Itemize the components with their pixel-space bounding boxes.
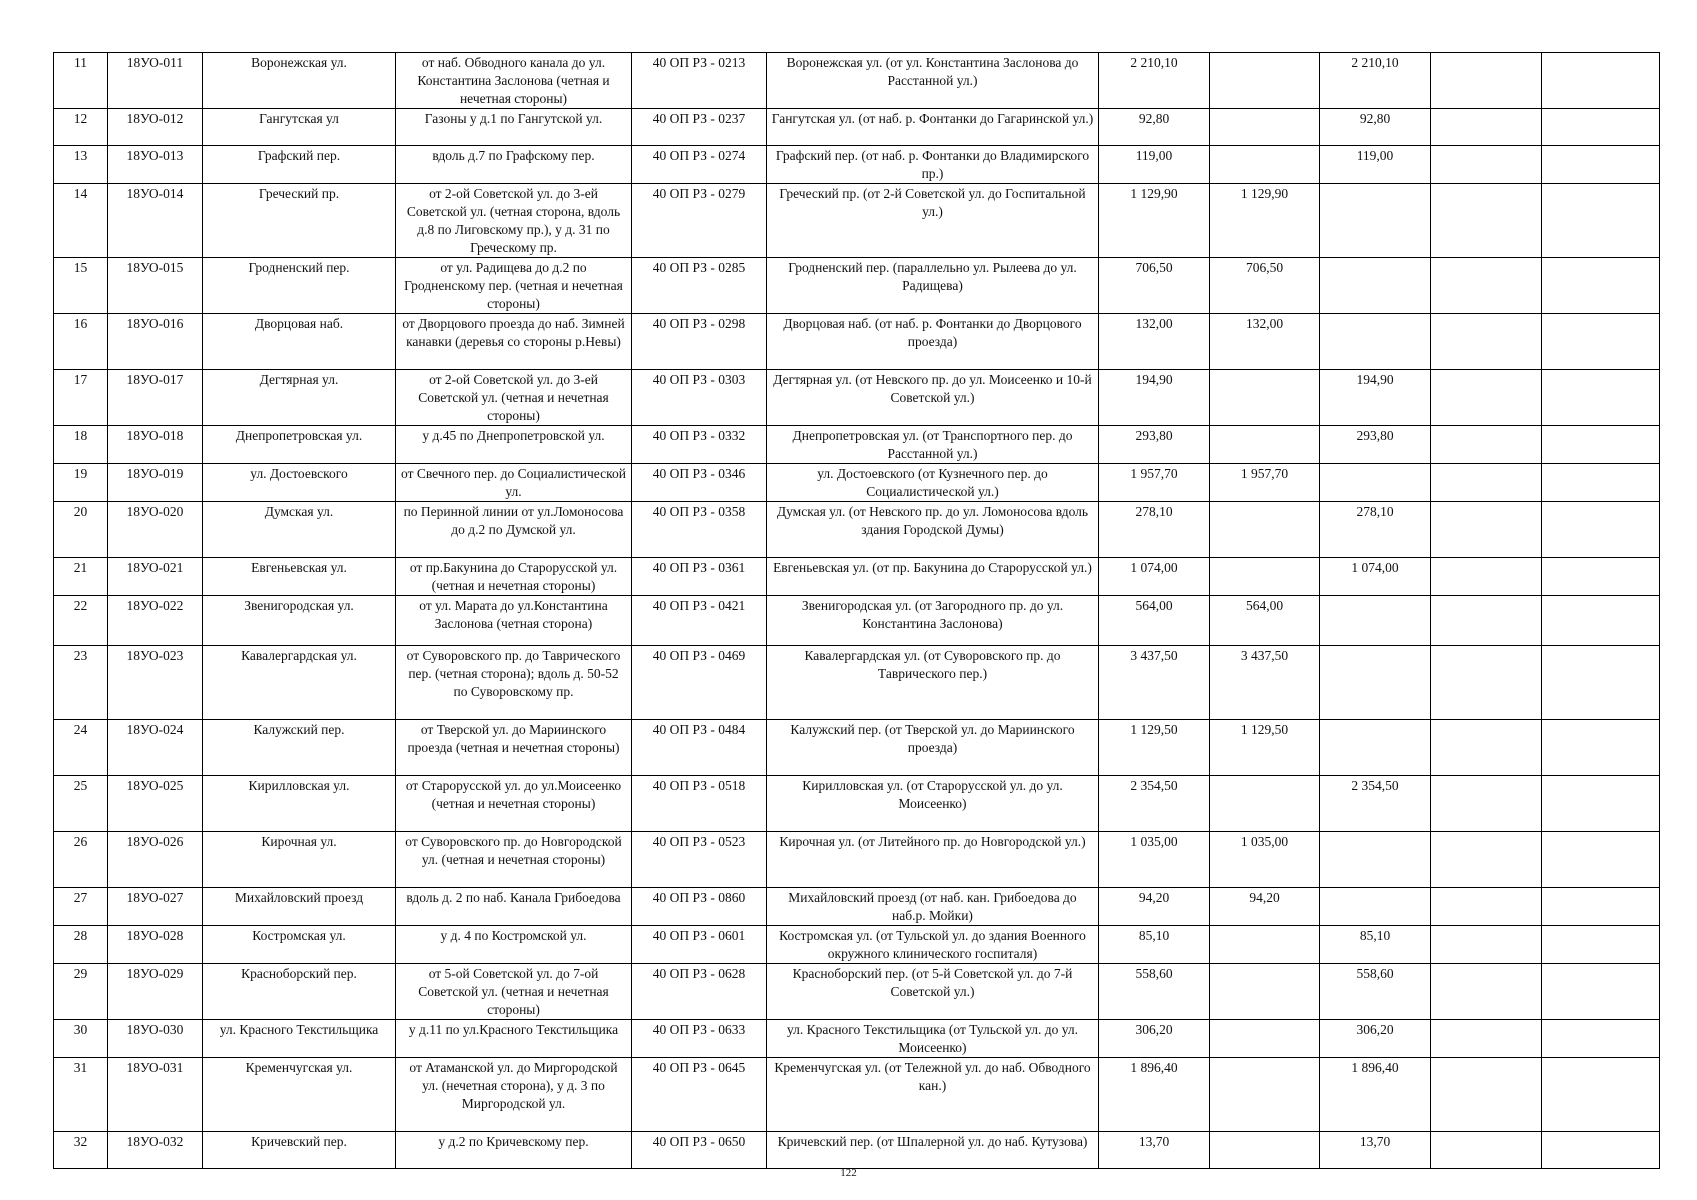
table-row bbox=[54, 258, 1660, 314]
row-number-cell: 19 bbox=[54, 464, 108, 502]
row-number-cell: 25 bbox=[54, 776, 108, 832]
street-cell: Евгеньевская ул. bbox=[203, 558, 396, 596]
page-number: 122 bbox=[840, 1167, 857, 1179]
road-description-cell: Кричевский пер. (от Шпалерной ул. до наб. Кутузова) bbox=[767, 1132, 1099, 1169]
total-area-cell: 194,90 bbox=[1099, 370, 1210, 426]
area-column-9-cell: 306,20 bbox=[1320, 1020, 1431, 1058]
code-cell: 18УО-020 bbox=[108, 502, 203, 558]
area-column-11-cell bbox=[1542, 1132, 1660, 1169]
area-column-9-cell: 2 354,50 bbox=[1320, 776, 1431, 832]
road-description-cell: Гродненский пер. (параллельно ул. Рылеева до ул. Радищева) bbox=[767, 258, 1099, 314]
road-id-cell: 40 ОП РЗ - 0421 bbox=[632, 596, 767, 646]
road-description-cell: Дворцовая наб. (от наб. р. Фонтанки до Дворцового проезда) bbox=[767, 314, 1099, 370]
area-column-10-cell bbox=[1431, 646, 1542, 720]
street-cell: Кричевский пер. bbox=[203, 1132, 396, 1169]
area-column-9-cell: 13,70 bbox=[1320, 1132, 1431, 1169]
code-cell: 18УО-017 bbox=[108, 370, 203, 426]
area-column-11-cell bbox=[1542, 832, 1660, 888]
road-id-cell: 40 ОП РЗ - 0523 bbox=[632, 832, 767, 888]
total-area-cell: 564,00 bbox=[1099, 596, 1210, 646]
row-number-cell: 31 bbox=[54, 1058, 108, 1132]
area-column-10-cell bbox=[1431, 720, 1542, 776]
table-row bbox=[54, 926, 1660, 964]
table-row bbox=[54, 1020, 1660, 1058]
code-cell: 18УО-026 bbox=[108, 832, 203, 888]
location-cell: от 2-ой Советской ул. до 3-ей Советской ул. (четная сторона, вдоль д.8 по Лиговскому пр.), у д. 31 по Греческому пр. bbox=[396, 184, 632, 258]
area-column-11-cell bbox=[1542, 109, 1660, 146]
road-description-cell: Греческий пр. (от 2-й Советской ул. до Госпитальной ул.) bbox=[767, 184, 1099, 258]
road-description-cell: Евгеньевская ул. (от пр. Бакунина до Старорусской ул.) bbox=[767, 558, 1099, 596]
code-cell: 18УО-023 bbox=[108, 646, 203, 720]
area-column-9-cell bbox=[1320, 832, 1431, 888]
location-cell: у д. 4 по Костромской ул. bbox=[396, 926, 632, 964]
road-description-cell: Графский пер. (от наб. р. Фонтанки до Владимирского пр.) bbox=[767, 146, 1099, 184]
table-row bbox=[54, 596, 1660, 646]
area-column-11-cell bbox=[1542, 184, 1660, 258]
location-cell: от Суворовского пр. до Новгородской ул. (четная и нечетная стороны) bbox=[396, 832, 632, 888]
area-column-10-cell bbox=[1431, 888, 1542, 926]
row-number-cell: 29 bbox=[54, 964, 108, 1020]
road-description-cell: Кременчугская ул. (от Тележной ул. до наб. Обводного кан.) bbox=[767, 1058, 1099, 1132]
code-cell: 18УО-029 bbox=[108, 964, 203, 1020]
location-cell: от Дворцового проезда до наб. Зимней канавки (деревья со стороны р.Невы) bbox=[396, 314, 632, 370]
code-cell: 18УО-032 bbox=[108, 1132, 203, 1169]
street-cell: Кирилловская ул. bbox=[203, 776, 396, 832]
area-column-9-cell bbox=[1320, 720, 1431, 776]
road-description-cell: Гангутская ул. (от наб. р. Фонтанки до Гагаринской ул.) bbox=[767, 109, 1099, 146]
code-cell: 18УО-028 bbox=[108, 926, 203, 964]
street-cell: Гродненский пер. bbox=[203, 258, 396, 314]
table-row bbox=[54, 558, 1660, 596]
street-cell: ул. Красного Текстильщика bbox=[203, 1020, 396, 1058]
road-description-cell: ул. Красного Текстильщика (от Тульской ул. до ул. Моисеенко) bbox=[767, 1020, 1099, 1058]
area-column-10-cell bbox=[1431, 596, 1542, 646]
area-column-8-cell bbox=[1210, 370, 1320, 426]
location-cell: от Тверской ул. до Мариинского проезда (четная и нечетная стороны) bbox=[396, 720, 632, 776]
area-column-9-cell: 558,60 bbox=[1320, 964, 1431, 1020]
area-column-11-cell bbox=[1542, 370, 1660, 426]
location-cell: вдоль д. 2 по наб. Канала Грибоедова bbox=[396, 888, 632, 926]
area-column-11-cell bbox=[1542, 258, 1660, 314]
area-column-9-cell: 1 074,00 bbox=[1320, 558, 1431, 596]
road-description-cell: Кирочная ул. (от Литейного пр. до Новгородской ул.) bbox=[767, 832, 1099, 888]
row-number-cell: 14 bbox=[54, 184, 108, 258]
location-cell: у д.11 по ул.Красного Текстильщика bbox=[396, 1020, 632, 1058]
road-id-cell: 40 ОП РЗ - 0469 bbox=[632, 646, 767, 720]
area-column-10-cell bbox=[1431, 53, 1542, 109]
total-area-cell: 306,20 bbox=[1099, 1020, 1210, 1058]
area-column-9-cell bbox=[1320, 314, 1431, 370]
street-cell: ул. Достоевского bbox=[203, 464, 396, 502]
area-column-8-cell bbox=[1210, 1020, 1320, 1058]
road-id-cell: 40 ОП РЗ - 0279 bbox=[632, 184, 767, 258]
table-row bbox=[54, 720, 1660, 776]
total-area-cell: 1 074,00 bbox=[1099, 558, 1210, 596]
road-id-cell: 40 ОП РЗ - 0860 bbox=[632, 888, 767, 926]
area-column-9-cell bbox=[1320, 596, 1431, 646]
area-column-8-cell: 564,00 bbox=[1210, 596, 1320, 646]
row-number-cell: 18 bbox=[54, 426, 108, 464]
row-number-cell: 15 bbox=[54, 258, 108, 314]
area-column-11-cell bbox=[1542, 596, 1660, 646]
area-column-11-cell bbox=[1542, 888, 1660, 926]
area-column-10-cell bbox=[1431, 184, 1542, 258]
road-description-cell: Михайловский проезд (от наб. кан. Грибоедова до наб.р. Мойки) bbox=[767, 888, 1099, 926]
location-cell: от ул. Марата до ул.Константина Заслонова (четная сторона) bbox=[396, 596, 632, 646]
area-column-10-cell bbox=[1431, 146, 1542, 184]
table-row bbox=[54, 776, 1660, 832]
area-column-10-cell bbox=[1431, 1020, 1542, 1058]
table-row bbox=[54, 370, 1660, 426]
area-column-8-cell: 3 437,50 bbox=[1210, 646, 1320, 720]
area-column-8-cell bbox=[1210, 426, 1320, 464]
road-id-cell: 40 ОП РЗ - 0346 bbox=[632, 464, 767, 502]
code-cell: 18УО-019 bbox=[108, 464, 203, 502]
area-column-10-cell bbox=[1431, 832, 1542, 888]
location-cell: у д.2 по Кричевскому пер. bbox=[396, 1132, 632, 1169]
area-column-11-cell bbox=[1542, 1020, 1660, 1058]
table-row bbox=[54, 464, 1660, 502]
total-area-cell: 278,10 bbox=[1099, 502, 1210, 558]
road-description-cell: Днепропетровская ул. (от Транспортного пер. до Расстанной ул.) bbox=[767, 426, 1099, 464]
table-row bbox=[54, 314, 1660, 370]
row-number-cell: 28 bbox=[54, 926, 108, 964]
road-id-cell: 40 ОП РЗ - 0298 bbox=[632, 314, 767, 370]
total-area-cell: 13,70 bbox=[1099, 1132, 1210, 1169]
road-id-cell: 40 ОП РЗ - 0237 bbox=[632, 109, 767, 146]
area-column-10-cell bbox=[1431, 964, 1542, 1020]
area-column-10-cell bbox=[1431, 558, 1542, 596]
table-row bbox=[54, 109, 1660, 146]
road-description-cell: ул. Достоевского (от Кузнечного пер. до Социалистической ул.) bbox=[767, 464, 1099, 502]
area-column-8-cell bbox=[1210, 558, 1320, 596]
road-id-cell: 40 ОП РЗ - 0601 bbox=[632, 926, 767, 964]
road-id-cell: 40 ОП РЗ - 0332 bbox=[632, 426, 767, 464]
table-row bbox=[54, 646, 1660, 720]
area-column-11-cell bbox=[1542, 314, 1660, 370]
area-column-11-cell bbox=[1542, 502, 1660, 558]
location-cell: по Перинной линии от ул.Ломоносова до д.2 по Думской ул. bbox=[396, 502, 632, 558]
row-number-cell: 20 bbox=[54, 502, 108, 558]
street-cell: Днепропетровская ул. bbox=[203, 426, 396, 464]
area-column-9-cell: 92,80 bbox=[1320, 109, 1431, 146]
code-cell: 18УО-031 bbox=[108, 1058, 203, 1132]
road-description-cell: Калужский пер. (от Тверской ул. до Мариинского проезда) bbox=[767, 720, 1099, 776]
table-row bbox=[54, 888, 1660, 926]
table-row bbox=[54, 146, 1660, 184]
road-description-cell: Звенигородская ул. (от Загородного пр. до ул. Константина Заслонова) bbox=[767, 596, 1099, 646]
area-column-8-cell: 1 129,50 bbox=[1210, 720, 1320, 776]
street-cell: Дегтярная ул. bbox=[203, 370, 396, 426]
table-row bbox=[54, 964, 1660, 1020]
street-cell: Костромская ул. bbox=[203, 926, 396, 964]
location-cell: от Атаманской ул. до Миргородской ул. (нечетная сторона), у д. 3 по Миргородской ул. bbox=[396, 1058, 632, 1132]
area-column-8-cell: 94,20 bbox=[1210, 888, 1320, 926]
row-number-cell: 30 bbox=[54, 1020, 108, 1058]
location-cell: от ул. Радищева до д.2 по Гродненскому пер. (четная и нечетная стороны) bbox=[396, 258, 632, 314]
street-cell: Дворцовая наб. bbox=[203, 314, 396, 370]
road-id-cell: 40 ОП РЗ - 0484 bbox=[632, 720, 767, 776]
area-column-9-cell: 2 210,10 bbox=[1320, 53, 1431, 109]
road-id-cell: 40 ОП РЗ - 0628 bbox=[632, 964, 767, 1020]
row-number-cell: 16 bbox=[54, 314, 108, 370]
street-cell: Кавалергардская ул. bbox=[203, 646, 396, 720]
area-column-10-cell bbox=[1431, 109, 1542, 146]
row-number-cell: 24 bbox=[54, 720, 108, 776]
row-number-cell: 26 bbox=[54, 832, 108, 888]
total-area-cell: 293,80 bbox=[1099, 426, 1210, 464]
area-column-8-cell: 1 957,70 bbox=[1210, 464, 1320, 502]
area-column-8-cell bbox=[1210, 146, 1320, 184]
code-cell: 18УО-018 bbox=[108, 426, 203, 464]
code-cell: 18УО-025 bbox=[108, 776, 203, 832]
street-cell: Гангутская ул bbox=[203, 109, 396, 146]
road-id-cell: 40 ОП РЗ - 0358 bbox=[632, 502, 767, 558]
area-column-9-cell bbox=[1320, 464, 1431, 502]
road-id-cell: 40 ОП РЗ - 0274 bbox=[632, 146, 767, 184]
location-cell: от 2-ой Советской ул. до 3-ей Советской ул. (четная и нечетная стороны) bbox=[396, 370, 632, 426]
total-area-cell: 92,80 bbox=[1099, 109, 1210, 146]
area-column-10-cell bbox=[1431, 314, 1542, 370]
area-column-11-cell bbox=[1542, 426, 1660, 464]
area-column-8-cell: 1 035,00 bbox=[1210, 832, 1320, 888]
road-id-cell: 40 ОП РЗ - 0650 bbox=[632, 1132, 767, 1169]
code-cell: 18УО-012 bbox=[108, 109, 203, 146]
total-area-cell: 94,20 bbox=[1099, 888, 1210, 926]
table-row bbox=[54, 184, 1660, 258]
area-column-11-cell bbox=[1542, 646, 1660, 720]
street-cell: Кирочная ул. bbox=[203, 832, 396, 888]
location-cell: вдоль д.7 по Графскому пер. bbox=[396, 146, 632, 184]
street-cell: Кременчугская ул. bbox=[203, 1058, 396, 1132]
code-cell: 18УО-011 bbox=[108, 53, 203, 109]
road-description-cell: Кирилловская ул. (от Старорусской ул. до ул. Моисеенко) bbox=[767, 776, 1099, 832]
area-column-11-cell bbox=[1542, 926, 1660, 964]
code-cell: 18УО-030 bbox=[108, 1020, 203, 1058]
area-column-8-cell: 1 129,90 bbox=[1210, 184, 1320, 258]
code-cell: 18УО-024 bbox=[108, 720, 203, 776]
area-column-10-cell bbox=[1431, 1058, 1542, 1132]
road-id-cell: 40 ОП РЗ - 0633 bbox=[632, 1020, 767, 1058]
table-body bbox=[54, 53, 1660, 1169]
area-column-9-cell bbox=[1320, 258, 1431, 314]
total-area-cell: 119,00 bbox=[1099, 146, 1210, 184]
area-column-9-cell: 119,00 bbox=[1320, 146, 1431, 184]
street-cell: Звенигородская ул. bbox=[203, 596, 396, 646]
location-cell: от Старорусской ул. до ул.Моисеенко (четная и нечетная стороны) bbox=[396, 776, 632, 832]
table-row bbox=[54, 426, 1660, 464]
code-cell: 18УО-016 bbox=[108, 314, 203, 370]
area-column-11-cell bbox=[1542, 1058, 1660, 1132]
code-cell: 18УО-013 bbox=[108, 146, 203, 184]
area-column-8-cell bbox=[1210, 1058, 1320, 1132]
area-column-10-cell bbox=[1431, 502, 1542, 558]
area-column-10-cell bbox=[1431, 776, 1542, 832]
area-column-11-cell bbox=[1542, 146, 1660, 184]
table-row bbox=[54, 1132, 1660, 1169]
code-cell: 18УО-027 bbox=[108, 888, 203, 926]
total-area-cell: 558,60 bbox=[1099, 964, 1210, 1020]
road-description-cell: Костромская ул. (от Тульской ул. до здания Военного окружного клинического госпиталя) bbox=[767, 926, 1099, 964]
row-number-cell: 22 bbox=[54, 596, 108, 646]
road-description-cell: Дегтярная ул. (от Невского пр. до ул. Моисеенко и 10-й Советской ул.) bbox=[767, 370, 1099, 426]
road-description-cell: Красноборский пер. (от 5-й Советской ул. до 7-й Советской ул.) bbox=[767, 964, 1099, 1020]
area-column-11-cell bbox=[1542, 964, 1660, 1020]
area-column-10-cell bbox=[1431, 370, 1542, 426]
total-area-cell: 85,10 bbox=[1099, 926, 1210, 964]
street-cell: Воронежская ул. bbox=[203, 53, 396, 109]
code-cell: 18УО-022 bbox=[108, 596, 203, 646]
area-column-9-cell bbox=[1320, 646, 1431, 720]
road-id-cell: 40 ОП РЗ - 0361 bbox=[632, 558, 767, 596]
area-column-9-cell: 85,10 bbox=[1320, 926, 1431, 964]
location-cell: от Свечного пер. до Социалистической ул. bbox=[396, 464, 632, 502]
road-description-cell: Кавалергардская ул. (от Суворовского пр. до Таврического пер.) bbox=[767, 646, 1099, 720]
road-id-cell: 40 ОП РЗ - 0285 bbox=[632, 258, 767, 314]
total-area-cell: 1 035,00 bbox=[1099, 832, 1210, 888]
total-area-cell: 1 129,50 bbox=[1099, 720, 1210, 776]
area-column-10-cell bbox=[1431, 258, 1542, 314]
area-column-8-cell bbox=[1210, 109, 1320, 146]
street-cell: Греческий пр. bbox=[203, 184, 396, 258]
row-number-cell: 23 bbox=[54, 646, 108, 720]
table-row bbox=[54, 1058, 1660, 1132]
row-number-cell: 32 bbox=[54, 1132, 108, 1169]
table-row bbox=[54, 502, 1660, 558]
table-row bbox=[54, 832, 1660, 888]
area-column-11-cell bbox=[1542, 53, 1660, 109]
street-cell: Красноборский пер. bbox=[203, 964, 396, 1020]
area-column-8-cell: 132,00 bbox=[1210, 314, 1320, 370]
row-number-cell: 13 bbox=[54, 146, 108, 184]
area-column-9-cell bbox=[1320, 888, 1431, 926]
area-column-9-cell bbox=[1320, 184, 1431, 258]
area-column-11-cell bbox=[1542, 464, 1660, 502]
street-cell: Думская ул. bbox=[203, 502, 396, 558]
row-number-cell: 17 bbox=[54, 370, 108, 426]
street-cell: Графский пер. bbox=[203, 146, 396, 184]
total-area-cell: 1 957,70 bbox=[1099, 464, 1210, 502]
area-column-10-cell bbox=[1431, 464, 1542, 502]
table-row bbox=[54, 53, 1660, 109]
area-column-8-cell bbox=[1210, 1132, 1320, 1169]
area-column-9-cell: 194,90 bbox=[1320, 370, 1431, 426]
area-column-8-cell bbox=[1210, 776, 1320, 832]
total-area-cell: 3 437,50 bbox=[1099, 646, 1210, 720]
total-area-cell: 2 354,50 bbox=[1099, 776, 1210, 832]
area-column-9-cell: 293,80 bbox=[1320, 426, 1431, 464]
area-column-10-cell bbox=[1431, 926, 1542, 964]
road-id-cell: 40 ОП РЗ - 0213 bbox=[632, 53, 767, 109]
total-area-cell: 132,00 bbox=[1099, 314, 1210, 370]
area-column-10-cell bbox=[1431, 1132, 1542, 1169]
street-cell: Михайловский проезд bbox=[203, 888, 396, 926]
area-column-9-cell: 1 896,40 bbox=[1320, 1058, 1431, 1132]
area-column-8-cell bbox=[1210, 502, 1320, 558]
road-description-cell: Воронежская ул. (от ул. Константина Заслонова до Расстанной ул.) bbox=[767, 53, 1099, 109]
area-column-9-cell: 278,10 bbox=[1320, 502, 1431, 558]
area-column-8-cell bbox=[1210, 964, 1320, 1020]
total-area-cell: 1 129,90 bbox=[1099, 184, 1210, 258]
row-number-cell: 11 bbox=[54, 53, 108, 109]
area-column-11-cell bbox=[1542, 776, 1660, 832]
road-id-cell: 40 ОП РЗ - 0518 bbox=[632, 776, 767, 832]
area-column-11-cell bbox=[1542, 720, 1660, 776]
road-id-cell: 40 ОП РЗ - 0645 bbox=[632, 1058, 767, 1132]
area-column-8-cell bbox=[1210, 53, 1320, 109]
street-cell: Калужский пер. bbox=[203, 720, 396, 776]
total-area-cell: 1 896,40 bbox=[1099, 1058, 1210, 1132]
location-cell: от Суворовского пр. до Таврического пер. (четная сторона); вдоль д. 50-52 по Суворовскому пр. bbox=[396, 646, 632, 720]
area-column-8-cell bbox=[1210, 926, 1320, 964]
total-area-cell: 706,50 bbox=[1099, 258, 1210, 314]
area-column-10-cell bbox=[1431, 426, 1542, 464]
location-cell: Газоны у д.1 по Гангутской ул. bbox=[396, 109, 632, 146]
row-number-cell: 21 bbox=[54, 558, 108, 596]
row-number-cell: 27 bbox=[54, 888, 108, 926]
code-cell: 18УО-015 bbox=[108, 258, 203, 314]
code-cell: 18УО-021 bbox=[108, 558, 203, 596]
location-cell: у д.45 по Днепропетровской ул. bbox=[396, 426, 632, 464]
code-cell: 18УО-014 bbox=[108, 184, 203, 258]
registry-table bbox=[53, 52, 1660, 1169]
location-cell: от пр.Бакунина до Старорусской ул. (четная и нечетная стороны) bbox=[396, 558, 632, 596]
area-column-11-cell bbox=[1542, 558, 1660, 596]
location-cell: от наб. Обводного канала до ул. Константина Заслонова (четная и нечетная стороны) bbox=[396, 53, 632, 109]
road-description-cell: Думская ул. (от Невского пр. до ул. Ломоносова вдоль здания Городской Думы) bbox=[767, 502, 1099, 558]
area-column-8-cell: 706,50 bbox=[1210, 258, 1320, 314]
location-cell: от 5-ой Советской ул. до 7-ой Советской ул. (четная и нечетная стороны) bbox=[396, 964, 632, 1020]
row-number-cell: 12 bbox=[54, 109, 108, 146]
total-area-cell: 2 210,10 bbox=[1099, 53, 1210, 109]
road-id-cell: 40 ОП РЗ - 0303 bbox=[632, 370, 767, 426]
